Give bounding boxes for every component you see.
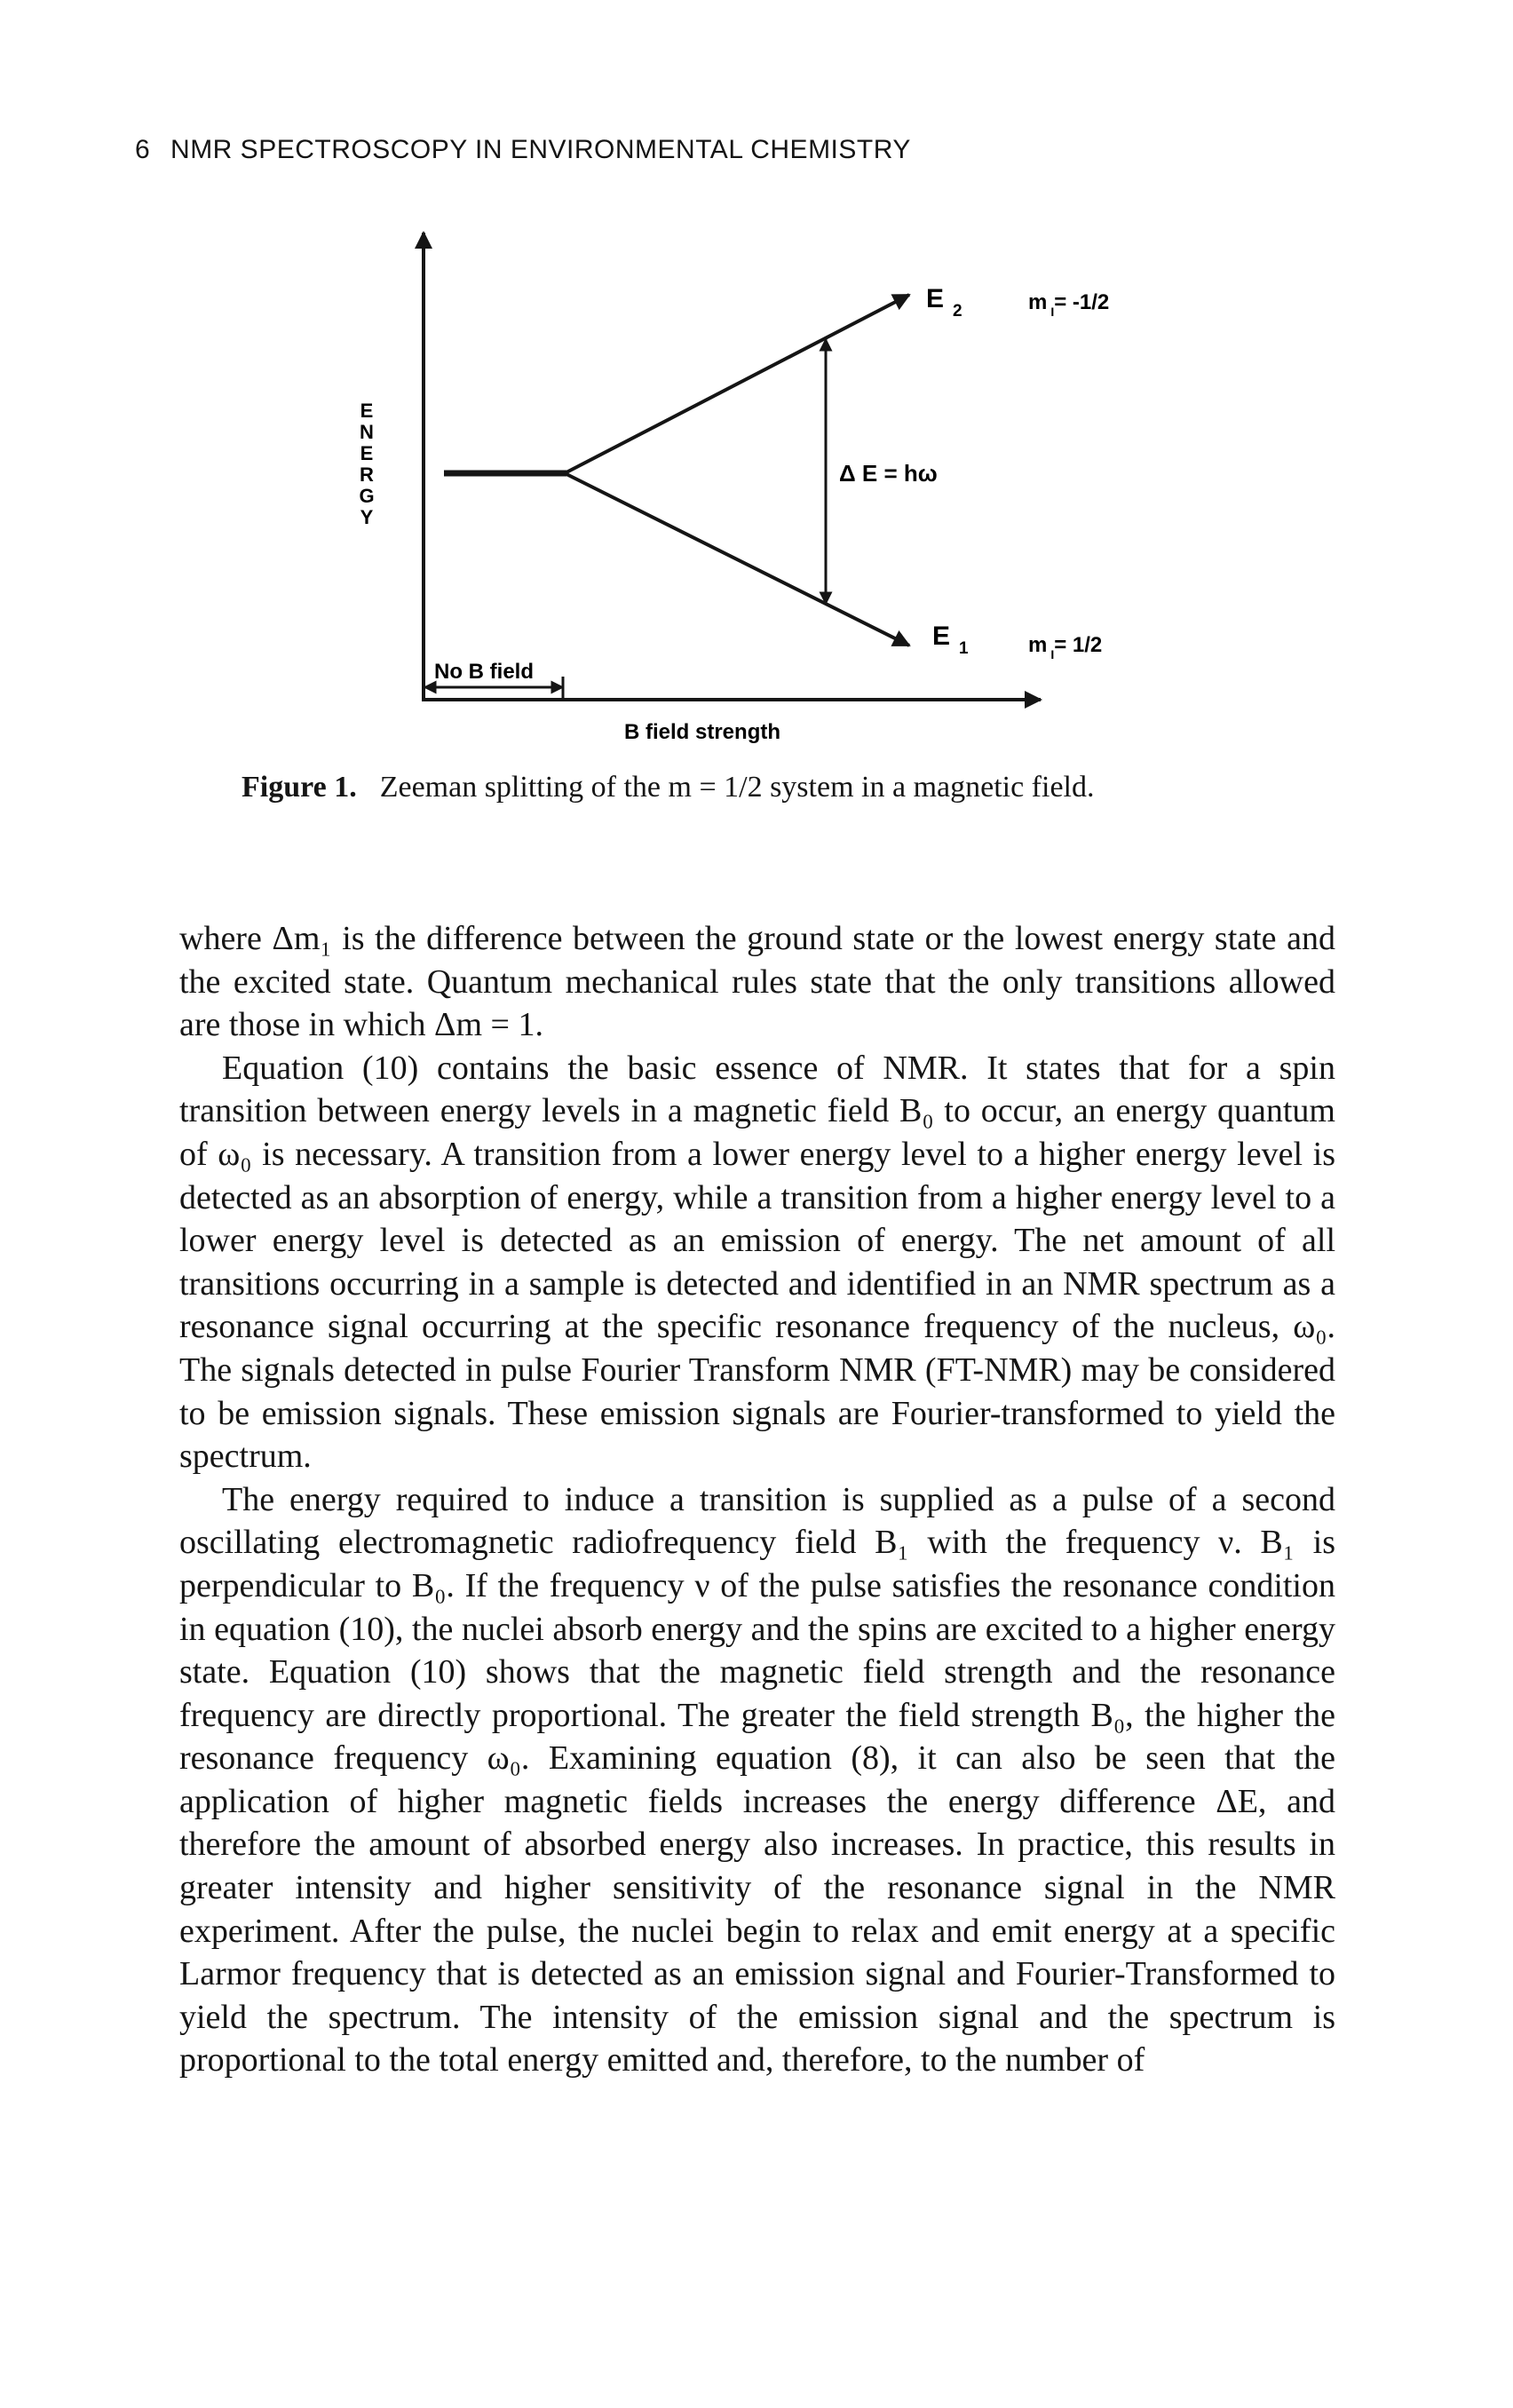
- upper-spin-label: m $_I$= -1/2: [1028, 290, 1110, 319]
- y-axis-letter: G: [359, 485, 375, 507]
- lower-level-label: E $_1$: [932, 622, 969, 658]
- upper-level-line: [565, 295, 909, 473]
- y-axis-letter: Y: [360, 506, 374, 528]
- no-field-label: No B field: [434, 660, 534, 684]
- zeeman-diagram: [0, 0, 1513, 772]
- paragraph-2: Equation (10) contains the basic essence of NMR. It states that for a spin transition between energy levels in a magnetic field B₀ to occur, an energy quantum of ω₀ is necessary. A transition from a lower energy level to a higher energy level is detected as an absorption of energy, while a transition from a higher energy level to a lower energy level is detected as an emission of energy. The net amount of all transitions occurring in a sample is detected and identified in an NMR spectrum as a resonance signal occurring at the specific resonance frequency of the nucleus, ω₀. The signals detected in pulse Fourier Transform NMR (FT-NMR) may be considered to be emission signals. These emission signals are Fourier-transformed to yield the spectrum.: [179, 1049, 1335, 1476]
- paragraph-1: where Δm₁ is the difference between the ground state or the lowest energy state and the excited state. Quantum mechanical rules state that the only transitions allowed are those in which Δm = 1.: [179, 920, 1335, 1044]
- figure-caption-text: Zeeman splitting of the m = 1/2 system in a magnetic field.: [379, 771, 1095, 804]
- figure-caption-label: Figure 1.: [242, 771, 357, 804]
- paragraph-3: The energy required to induce a transition is supplied as a pulse of a second oscillating electromagnetic radiofrequency field B₁ with the frequency ν. B₁ is perpendicular to B₀. If the frequency ν of the pulse satisfies the resonance condition in equation (10), the nuclei absorb energy and the spins are excited to a higher energy state. Equation (10) shows that the magnetic field strength and the resonance frequency are directly proportional. The greater the field strength B₀, the higher the resonance frequency ω₀. Examining equation (8), it can also be seen that the application of higher magnetic fields increases the energy difference ΔE, and therefore the amount of absorbed energy also increases. In practice, this results in greater intensity and higher sensitivity of the resonance signal in the NMR experiment. After the pulse, the nuclei begin to relax and emit energy at a specific Larmor frequency that is detected as an emission signal and Fourier-Transformed to yield the spectrum. The intensity of the emission signal and the spectrum is proportional to the total energy emitted and, therefore, to the number of: [179, 1480, 1335, 2079]
- figure-caption: [242, 771, 1094, 804]
- page-number: 6: [135, 135, 151, 164]
- y-axis-letter: R: [360, 463, 374, 486]
- x-axis-label: B field strength: [624, 720, 781, 744]
- y-axis-letter: N: [360, 421, 374, 443]
- upper-level-label: E $_2$: [926, 284, 962, 321]
- y-axis-letter: E: [360, 442, 374, 464]
- body-text: [179, 917, 1335, 2082]
- running-title: NMR SPECTROSCOPY IN ENVIRONMENTAL CHEMISTRY: [170, 135, 911, 164]
- y-axis-letter: E: [360, 400, 374, 422]
- energy-gap-label: Δ E = hω: [839, 460, 938, 487]
- lower-level-line: [565, 473, 909, 646]
- lower-spin-label: m $_I$= 1/2: [1028, 633, 1103, 661]
